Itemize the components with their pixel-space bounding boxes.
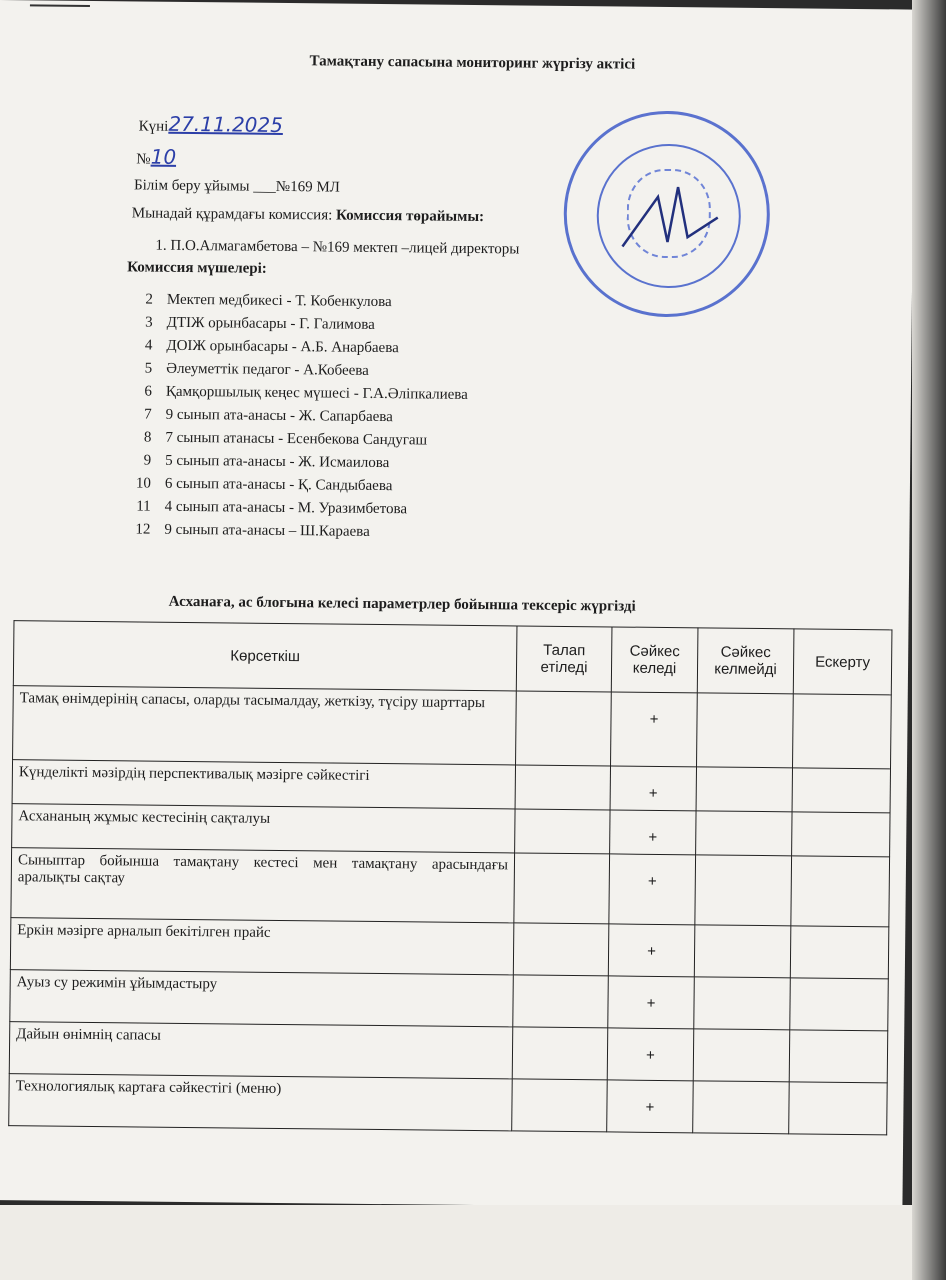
complies-cell: + [608, 924, 695, 977]
organization-label: Білім беру ұйымы ___ [133, 177, 276, 195]
note-cell [790, 978, 889, 1031]
member-item [123, 452, 389, 472]
table-row [10, 970, 888, 1031]
table-row [9, 1022, 887, 1083]
page-bottom-edge [0, 1205, 946, 1280]
not-complies-cell [693, 1081, 790, 1134]
header-required: Талап етіледі [516, 626, 612, 692]
complies-cell: + [610, 810, 696, 855]
member-number: 3 [145, 314, 153, 331]
note-cell [789, 1030, 888, 1083]
date-value: 27.11.2025 [168, 111, 284, 137]
header-complies: Сәйкес келеді [611, 627, 698, 693]
top-rule [30, 4, 90, 7]
indicator-cell: Технологиялық картаға сәйкестігі (меню) [9, 1074, 513, 1131]
required-cell [513, 923, 609, 976]
complies-cell: + [609, 854, 696, 925]
indicator-cell: Еркін мәзірге арналып бекітілген прайс [10, 918, 514, 975]
member-text: 7 сынып атанасы - Есенбекова Сандугаш [165, 429, 428, 449]
member-item [125, 291, 392, 311]
chair-line: 1. П.О.Алмагамбетова – №169 мектеп –лицей директоры [155, 237, 520, 258]
complies-cell: + [608, 976, 695, 1029]
member-item [123, 498, 408, 518]
complies-cell: + [610, 766, 696, 811]
note-cell [789, 1082, 888, 1135]
organization-value: №169 МЛ [275, 178, 340, 196]
number-line [136, 144, 266, 169]
member-text: ДТІЖ орынбасары - Г. Галимова [166, 314, 375, 333]
member-item [123, 429, 427, 449]
organization-line [134, 177, 340, 196]
member-number: 2 [145, 291, 153, 308]
table-row [10, 918, 888, 979]
indicator-cell: Ауыз су режимін ұйымдастыру [10, 970, 514, 1027]
member-number: 6 [144, 383, 152, 400]
not-complies-cell [694, 977, 791, 1030]
not-complies-cell [695, 855, 792, 926]
date-line [139, 111, 283, 137]
required-cell [514, 853, 610, 924]
member-number: 4 [144, 337, 153, 354]
complies-cell: + [607, 1028, 694, 1081]
indicator-cell: Тамақ өнімдерінің сапасы, оларды тасымалдау, жеткізу, түсіру шарттары [13, 686, 517, 765]
header-not-complies: Сәйкес келмейді [697, 628, 794, 694]
not-complies-cell [697, 693, 794, 768]
not-complies-cell [696, 811, 792, 856]
required-cell [516, 691, 612, 766]
member-item [123, 475, 393, 495]
date-label: Күні [138, 118, 169, 135]
member-text: ДОІЖ орынбасары - А.Б. Анарбаева [166, 337, 399, 357]
member-item [124, 383, 468, 404]
member-number: 12 [135, 521, 151, 538]
header-note: Ескерту [793, 629, 892, 695]
indicator-cell: Дайын өнімнің сапасы [9, 1022, 513, 1079]
indicator-cell: Күнделікті мәзірдің перспективалық мәзірге сәйкестігі [12, 760, 515, 809]
document-title: Тамақтану сапасына мониторинг жүргізу актісі [309, 53, 636, 73]
member-text: 9 сынып ата-анасы - Ж. Сапарбаева [165, 406, 393, 426]
indicator-cell: Сыныптар бойынша тамақтану кестесі мен тамақтану арасындағы аралықты сақтау [11, 848, 515, 923]
table-header-row [13, 621, 892, 695]
not-complies-cell [696, 767, 792, 812]
member-item [124, 360, 369, 380]
table-row [9, 1074, 887, 1135]
member-number: 8 [143, 429, 152, 446]
not-complies-cell [694, 925, 791, 978]
commission-line [132, 205, 484, 226]
member-text: 4 сынып ата-анасы - М. Уразимбетова [164, 498, 408, 518]
commission-label: Мынадай құрамдағы комиссия: [131, 205, 337, 224]
member-number: 5 [144, 360, 153, 377]
not-complies-cell [693, 1029, 790, 1082]
member-item [124, 337, 399, 357]
note-cell [790, 926, 889, 979]
members-heading: Комиссия мүшелері: [127, 259, 267, 277]
member-item [125, 314, 375, 334]
member-number: 7 [144, 406, 152, 423]
number-value: 10 [150, 144, 177, 169]
table-row [13, 686, 892, 769]
required-cell [515, 809, 610, 854]
required-cell [515, 765, 610, 810]
member-text: 6 сынып ата-анасы - Қ. Сандыбаева [164, 475, 393, 495]
number-label: № [136, 151, 151, 168]
page-right-edge [912, 0, 946, 1280]
inspection-table [8, 620, 892, 1135]
required-cell [512, 1027, 608, 1080]
member-text: Қамқоршылық кеңес мүшесі - Г.А.Әліпкалиева [165, 383, 468, 403]
note-cell [793, 694, 892, 769]
member-number: 9 [143, 452, 152, 469]
member-text: Мектеп медбикесі - Т. Кобенкулова [166, 291, 392, 311]
member-number: 11 [136, 498, 151, 515]
member-item [124, 406, 393, 426]
chair-heading: Комиссия төрайымы: [335, 207, 485, 226]
note-cell [791, 856, 890, 927]
member-text: Әлеуметтік педагог - А.Кобеева [166, 360, 369, 379]
note-cell [792, 768, 890, 813]
member-number: 10 [135, 475, 152, 492]
table-row [11, 848, 890, 927]
indicator-cell: Асхананың жұмыс кестесінің сақталуы [12, 804, 515, 853]
note-cell [792, 812, 890, 857]
member-text: 9 сынып ата-анасы – Ш.Караева [164, 521, 370, 540]
member-item [122, 521, 369, 541]
table-heading: Асханаға, ас блогына келесі параметрлер бойынша тексеріс жүргізді [168, 593, 636, 615]
complies-cell: + [611, 692, 698, 767]
director-signature [617, 176, 728, 267]
complies-cell: + [607, 1080, 694, 1133]
member-text: 5 сынып ата-анасы - Ж. Исмаилова [165, 452, 390, 472]
required-cell [512, 1079, 608, 1132]
required-cell [513, 975, 609, 1028]
header-indicator: Көрсеткіш [13, 621, 517, 691]
